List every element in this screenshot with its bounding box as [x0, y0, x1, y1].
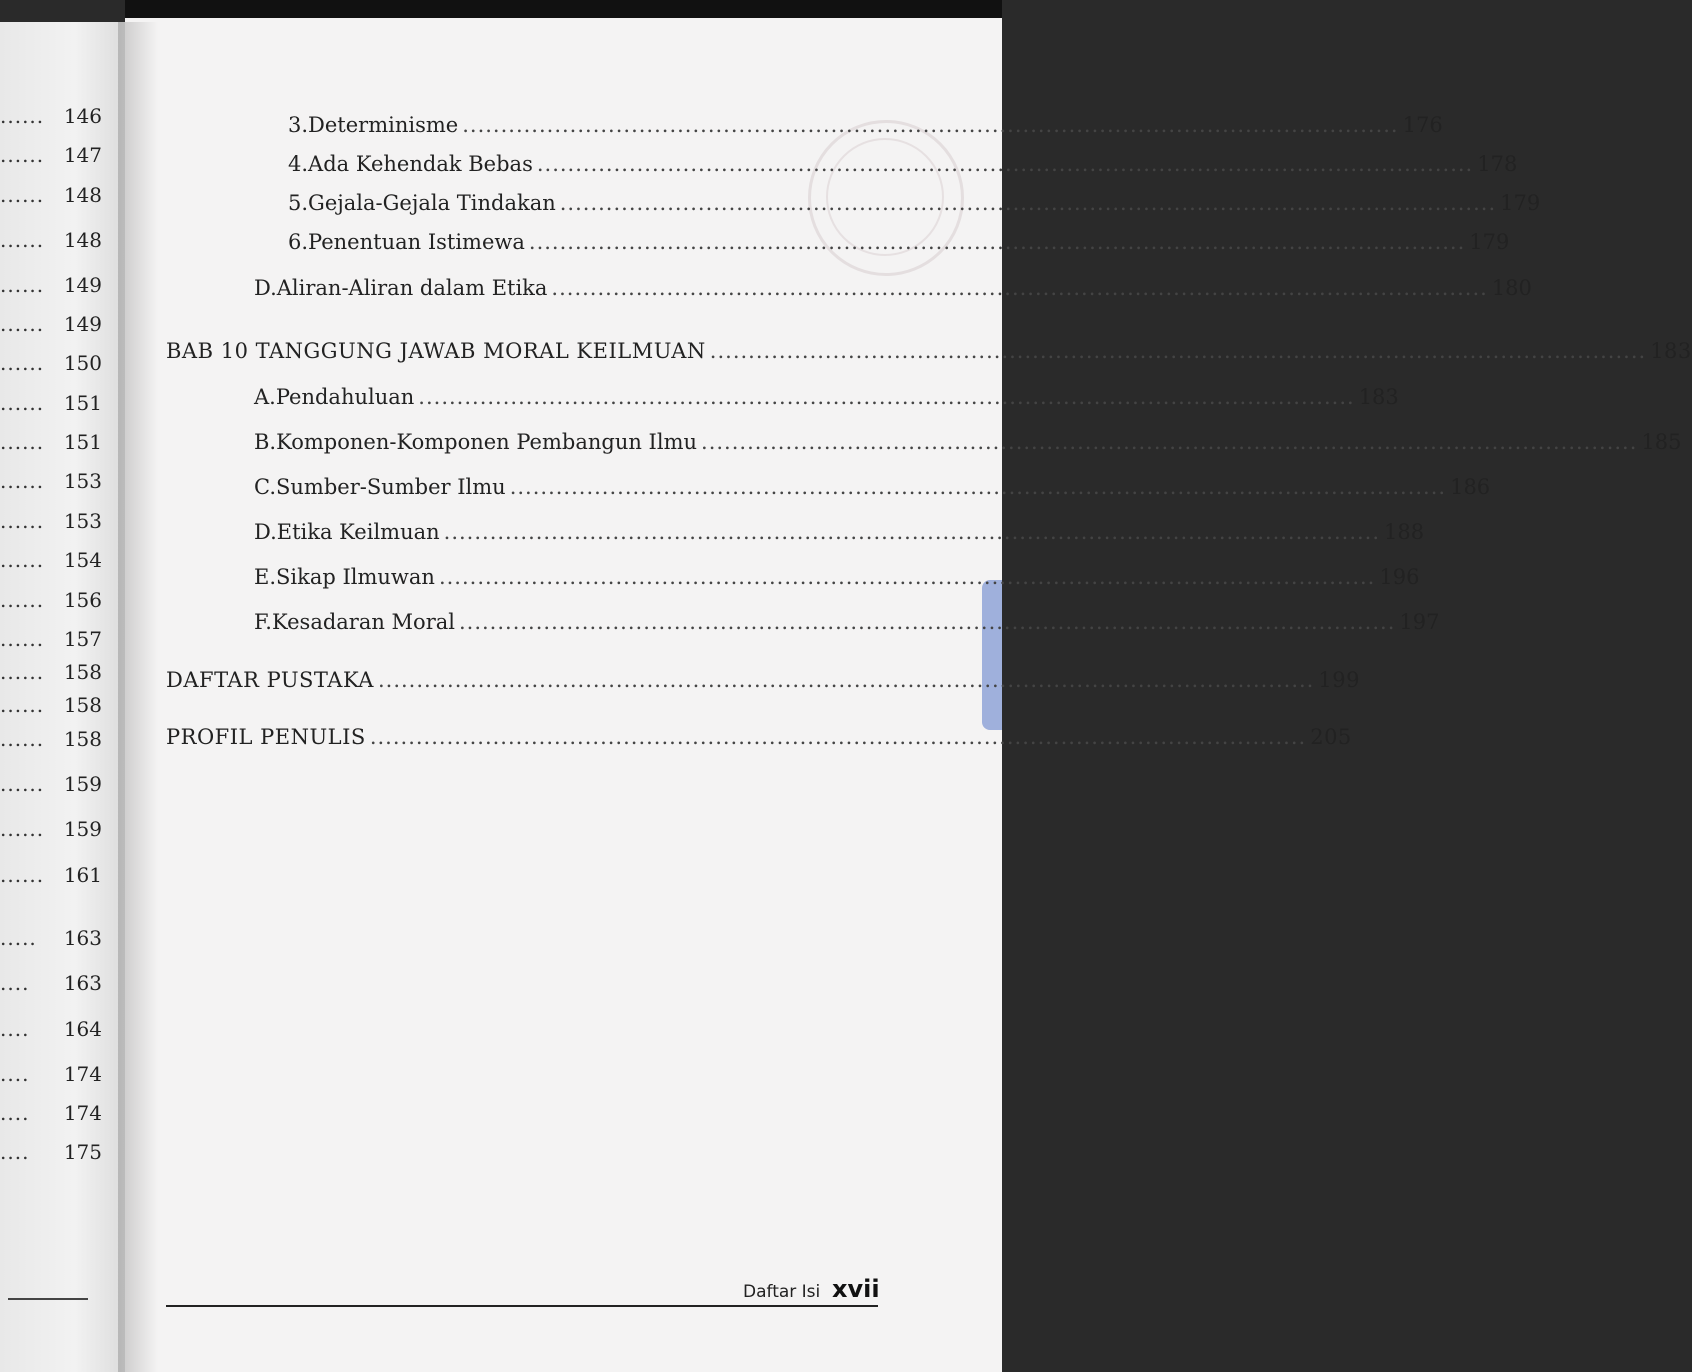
left-page-number: 151 — [63, 391, 102, 415]
toc-label: Kesadaran Moral — [271, 610, 455, 634]
toc-page: 196 — [1379, 565, 1420, 589]
toc-leader: .......................................................................................................................... — [709, 339, 1647, 363]
left-dots: ...... — [0, 183, 45, 207]
toc-page: 188 — [1384, 520, 1425, 544]
left-page-number: 158 — [63, 727, 102, 751]
footer-rule — [166, 1305, 878, 1307]
left-toc-row — [0, 1017, 102, 1041]
left-toc-row — [0, 627, 102, 651]
toc-leader: .......................................................................................................................... — [377, 668, 1315, 692]
toc-page: 199 — [1318, 668, 1360, 692]
toc-label: Sumber-Sumber Ilmu — [276, 475, 506, 499]
left-toc-row — [0, 588, 102, 612]
toc-entry — [254, 563, 1420, 591]
left-toc-row — [0, 509, 102, 533]
left-page-number: 161 — [63, 863, 102, 887]
toc-marker: D. — [254, 520, 277, 544]
left-dots: ..... — [0, 926, 37, 950]
left-page-number: 146 — [63, 104, 102, 128]
left-toc-row — [0, 312, 102, 336]
toc-entry — [288, 228, 1510, 256]
toc-leader: .......................................................................................................................... — [559, 191, 1497, 215]
left-page-number: 164 — [63, 1017, 102, 1041]
left-page-number: 147 — [63, 143, 102, 167]
toc-marker: A. — [254, 385, 276, 409]
toc-leader: .......................................................................................................................... — [438, 565, 1376, 589]
left-dots: ...... — [0, 351, 45, 375]
toc-entry — [254, 274, 1532, 302]
toc-page: 178 — [1477, 152, 1518, 176]
left-page-number: 163 — [63, 971, 102, 995]
footer-page-number: xvii — [832, 1275, 880, 1303]
left-toc-row — [0, 430, 102, 454]
left-toc-row — [0, 1101, 102, 1125]
toc-marker: E. — [254, 565, 277, 589]
left-page-number: 159 — [63, 817, 102, 841]
toc-leader: .......................................................................................................................... — [536, 152, 1474, 176]
left-toc-row — [0, 863, 102, 887]
left-dots: ...... — [0, 430, 45, 454]
toc-marker: B. — [254, 430, 277, 454]
toc-label: Aliran-Aliran dalam Etika — [276, 276, 548, 300]
toc-entry — [288, 189, 1541, 217]
toc-label: Ada Kehendak Bebas — [308, 152, 533, 176]
left-toc-row — [0, 1062, 102, 1086]
left-page-number: 156 — [63, 588, 102, 612]
left-toc-row — [0, 391, 102, 415]
left-dots: .... — [0, 1062, 30, 1086]
toc-marker: 5. — [288, 191, 309, 215]
left-dots: ...... — [0, 391, 45, 415]
left-page-number: 153 — [63, 509, 102, 533]
left-page-number: 175 — [63, 1140, 102, 1164]
toc-leader: .......................................................................................................................... — [443, 520, 1381, 544]
book-gutter — [118, 22, 158, 1372]
left-dots: ...... — [0, 548, 45, 572]
toc-chapter-title: PROFIL PENULIS — [166, 725, 366, 749]
left-toc-row — [0, 1140, 102, 1164]
toc-label: Gejala-Gejala Tindakan — [308, 191, 556, 215]
left-toc-row — [0, 548, 102, 572]
left-page-number: 158 — [63, 660, 102, 684]
left-dots: ...... — [0, 660, 45, 684]
toc-page: 179 — [1500, 191, 1541, 215]
toc-label: Etika Keilmuan — [276, 520, 440, 544]
toc-entry — [288, 111, 1443, 139]
left-dots: ...... — [0, 627, 45, 651]
toc-marker: 4. — [288, 152, 309, 176]
left-dots: .... — [0, 971, 30, 995]
left-toc-row — [0, 926, 102, 950]
left-toc-row — [0, 104, 102, 128]
left-dots: ...... — [0, 143, 45, 167]
toc-marker: C. — [254, 475, 276, 499]
toc-label: Pendahuluan — [275, 385, 415, 409]
left-dots: ...... — [0, 273, 45, 297]
left-toc-row — [0, 817, 102, 841]
left-dots: .... — [0, 1140, 30, 1164]
toc-marker: D. — [254, 276, 277, 300]
toc-label: Determinisme — [308, 113, 459, 137]
left-dots: .... — [0, 1101, 30, 1125]
left-toc-row — [0, 660, 102, 684]
left-dots: ...... — [0, 817, 45, 841]
left-page-number: 163 — [63, 926, 102, 950]
toc-page: 179 — [1469, 230, 1510, 254]
left-page-number: 148 — [63, 228, 102, 252]
toc-leader: .......................................................................................................................... — [701, 430, 1638, 454]
toc-leader: .......................................................................................................................... — [509, 475, 1447, 499]
left-toc-row — [0, 228, 102, 252]
toc-label: Komponen-Komponen Pembangun Ilmu — [276, 430, 698, 454]
left-page-number: 174 — [63, 1101, 102, 1125]
left-page-number: 149 — [63, 312, 102, 336]
left-dots: .... — [0, 1017, 30, 1041]
ink-mark — [982, 580, 1002, 730]
left-dots: ...... — [0, 469, 45, 493]
left-page-number: 149 — [63, 273, 102, 297]
toc-chapter — [166, 337, 1692, 365]
left-toc-row — [0, 273, 102, 297]
left-toc-row — [0, 469, 102, 493]
left-page-number: 159 — [63, 772, 102, 796]
toc-chapter-title: BAB 10 TANGGUNG JAWAB MORAL KEILMUAN — [166, 339, 706, 363]
toc-entry — [288, 150, 1518, 178]
left-page-number: 157 — [63, 627, 102, 651]
footer-section-label: Daftar Isi — [743, 1282, 821, 1302]
toc-chapter — [166, 723, 1352, 751]
left-toc-row — [0, 772, 102, 796]
toc-page: 183 — [1358, 385, 1399, 409]
toc-page: 185 — [1641, 430, 1682, 454]
toc-page: 205 — [1310, 725, 1352, 749]
toc-entry — [254, 473, 1491, 501]
left-page-number: 153 — [63, 469, 102, 493]
left-page-number: 150 — [63, 351, 102, 375]
toc-entry — [254, 428, 1682, 456]
left-page-number: 148 — [63, 183, 102, 207]
toc-entry — [254, 608, 1440, 636]
toc-leader: .......................................................................................................................... — [369, 725, 1307, 749]
toc-page: 183 — [1650, 339, 1692, 363]
toc-leader: .......................................................................................................................... — [462, 113, 1399, 137]
left-footer-rule — [8, 1298, 88, 1300]
toc-page: 180 — [1491, 276, 1532, 300]
toc-page: 186 — [1450, 475, 1491, 499]
toc-entry — [254, 518, 1425, 546]
left-toc-row — [0, 727, 102, 751]
left-toc-row — [0, 693, 102, 717]
toc-marker: 6. — [288, 230, 309, 254]
toc-entry — [254, 383, 1399, 411]
left-toc-row — [0, 351, 102, 375]
left-dots: ...... — [0, 312, 45, 336]
toc-leader: .......................................................................................................................... — [418, 385, 1355, 409]
toc-chapter — [166, 666, 1360, 694]
left-dots: ...... — [0, 693, 45, 717]
toc-leader: .......................................................................................................................... — [458, 610, 1396, 634]
left-dots: ...... — [0, 509, 45, 533]
toc-marker: F. — [254, 610, 272, 634]
left-dots: ...... — [0, 588, 45, 612]
toc-page: 176 — [1402, 113, 1443, 137]
toc-leader: .......................................................................................................................... — [528, 230, 1466, 254]
toc-label: Penentuan Istimewa — [308, 230, 525, 254]
left-dots: ...... — [0, 863, 45, 887]
toc-leader: .......................................................................................................................... — [551, 276, 1488, 300]
left-page-number: 158 — [63, 693, 102, 717]
left-page-number: 151 — [63, 430, 102, 454]
left-toc-row — [0, 143, 102, 167]
left-dots: ...... — [0, 772, 45, 796]
left-dots: ...... — [0, 228, 45, 252]
left-page-number: 154 — [63, 548, 102, 572]
toc-label: Sikap Ilmuwan — [276, 565, 435, 589]
toc-page: 197 — [1399, 610, 1440, 634]
left-toc-row — [0, 971, 102, 995]
toc-chapter-title: DAFTAR PUSTAKA — [166, 668, 374, 692]
left-dots: ...... — [0, 104, 45, 128]
left-page-number: 174 — [63, 1062, 102, 1086]
left-toc-row — [0, 183, 102, 207]
left-dots: ...... — [0, 727, 45, 751]
toc-marker: 3. — [288, 113, 309, 137]
